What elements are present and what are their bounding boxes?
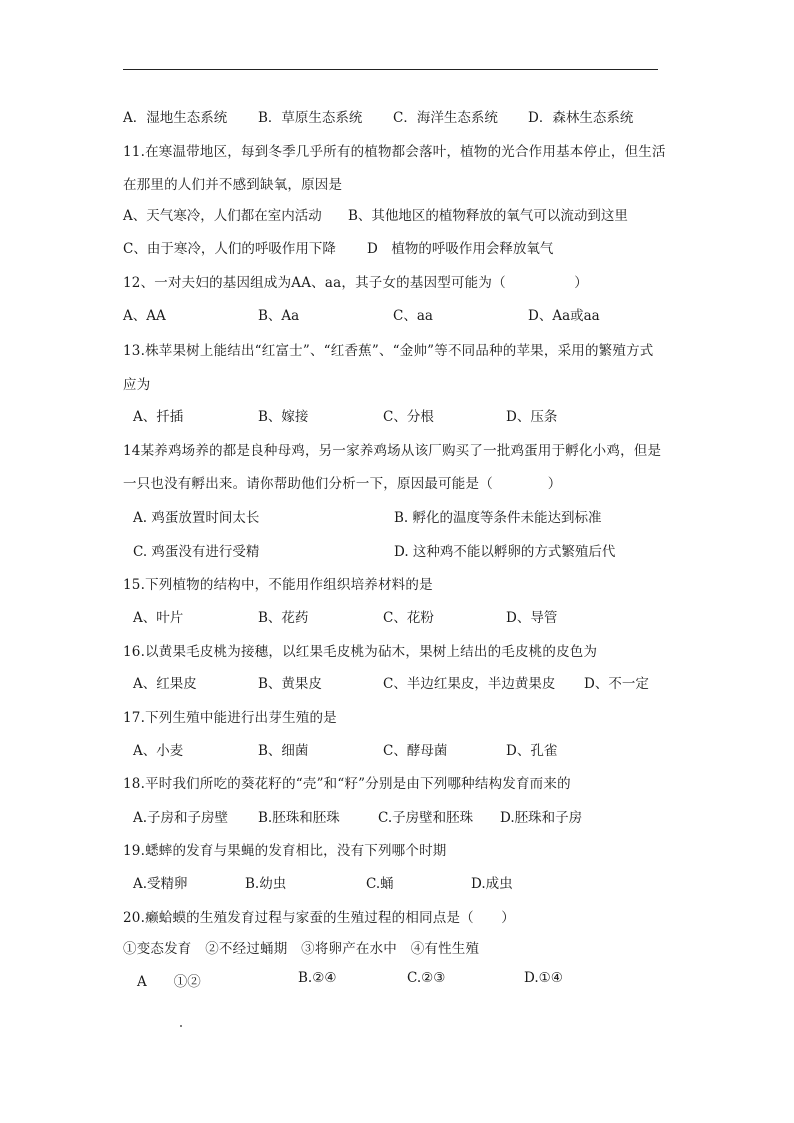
q14-option-d: D. 这种鸡不能以孵卵的方式繁殖后代 <box>394 544 616 560</box>
q20-option-a: A ①② <box>137 974 201 990</box>
q20-option-b: B.②④ <box>298 970 337 986</box>
q14-option-b: B. 孵化的温度等条件未能达到标准 <box>394 510 602 526</box>
q19-option-c: C.蛹 <box>366 876 394 892</box>
q11-option-b: B、其他地区的植物释放的氧气可以流动到这里 <box>348 208 628 224</box>
q17-stem: 17.下列生殖中能进行出芽生殖的是 <box>123 710 337 726</box>
q11-option-a: A、天气寒冷，人们都在室内活动 <box>123 208 322 224</box>
q20-option-c: C.②③ <box>407 970 446 986</box>
q16-stem: 16.以黄果毛皮桃为接穗，以红果毛皮桃为砧木，果树上结出的毛皮桃的皮色为 <box>123 644 598 660</box>
q17-option-b: B、细菌 <box>258 743 309 759</box>
q11-stem-line2: 在那里的人们并不感到缺氧，原因是 <box>123 177 343 193</box>
q17-option-d: D、孔雀 <box>506 743 558 759</box>
q16-option-b: B、黄果皮 <box>258 676 322 692</box>
q18-option-a: A.子房和子房壁 <box>133 810 229 826</box>
q16-option-c: C、半边红果皮，半边黄果皮 <box>383 676 556 692</box>
q14-option-a: A. 鸡蛋放置时间太长 <box>133 510 260 526</box>
top-divider <box>123 69 658 70</box>
q10-option-b: B．草原生态系统 <box>258 110 363 126</box>
q12-option-a: A、AA <box>123 308 166 324</box>
q12-option-b: B、Aa <box>258 308 300 324</box>
q18-option-d: D.胚珠和子房 <box>500 810 583 826</box>
q15-option-b: B、花药 <box>258 610 309 626</box>
q19-stem: 19.蟋蟀的发育与果蝇的发育相比，没有下列哪个时期 <box>123 843 447 859</box>
q12-option-d: D、Aa或aa <box>528 308 600 324</box>
q13-stem-line1: 13.株苹果树上能结出“红富士”、“红香蕉”、“金帅”等不同品种的苹果，采用的繁殖方式 <box>123 343 654 359</box>
q12-option-c: C、aa <box>393 308 433 324</box>
q19-option-d: D.成虫 <box>471 876 513 892</box>
q11-option-c: C、由于寒冷，人们的呼吸作用下降 <box>123 241 336 257</box>
q17-option-a: A、小麦 <box>133 743 184 759</box>
q18-stem: 18.平时我们所吃的葵花籽的“壳”和“籽”分别是由下列哪种结构发育而来的 <box>123 776 571 792</box>
q17-option-c: C、酵母菌 <box>383 743 448 759</box>
q10-option-d: D．森林生态系统 <box>528 110 634 126</box>
q18-option-c: C.子房壁和胚珠 <box>378 810 474 826</box>
q16-option-d: D、不一定 <box>584 676 649 692</box>
q20-items: ①变态发育 ②不经过蛹期 ③将卵产在水中 ④有性生殖 <box>123 941 480 957</box>
q20-stem: 20.癞蛤蟆的生殖发育过程与家蚕的生殖过程的相同点是（ ） <box>123 910 515 926</box>
q11-option-d: D 植物的呼吸作用会释放氧气 <box>367 241 554 257</box>
q15-stem: 15.下列植物的结构中，不能用作组织培养材料的是 <box>123 577 433 593</box>
q19-option-b: B.幼虫 <box>245 876 287 892</box>
q15-option-d: D、导管 <box>506 610 558 626</box>
q13-option-a: A、扦插 <box>133 409 184 425</box>
q13-option-d: D、压条 <box>506 409 558 425</box>
q13-option-b: B、嫁接 <box>258 409 309 425</box>
scan-speck <box>180 1025 182 1027</box>
q12-stem: 12、一对夫妇的基因组成为AA、aa，其子女的基因型可能为（ ） <box>123 275 588 291</box>
q11-stem-line1: 11.在寒温带地区，每到冬季几乎所有的植物都会落叶，植物的光合作用基本停止，但生活 <box>123 144 666 160</box>
q14-stem-line1: 14某养鸡场养的都是良种母鸡，另一家养鸡场从该厂购买了一批鸡蛋用于孵化小鸡，但是 <box>123 443 662 459</box>
q14-option-c: C. 鸡蛋没有进行受精 <box>133 544 260 560</box>
q10-option-c: C．海洋生态系统 <box>393 110 498 126</box>
q15-option-c: C、花粉 <box>383 610 434 626</box>
q18-option-b: B.胚珠和胚珠 <box>258 810 340 826</box>
q19-option-a: A.受精卵 <box>133 876 188 892</box>
q15-option-a: A、叶片 <box>133 610 184 626</box>
q20-option-d: D.①④ <box>524 970 563 986</box>
q13-stem-line2: 应为 <box>123 377 151 393</box>
q10-option-a: A．湿地生态系统 <box>123 110 228 126</box>
q16-option-a: A、红果皮 <box>133 676 197 692</box>
q13-option-c: C、分根 <box>383 409 434 425</box>
q14-stem-line2: 一只也没有孵出来。请你帮助他们分析一下，原因最可能是（ ） <box>123 476 562 492</box>
